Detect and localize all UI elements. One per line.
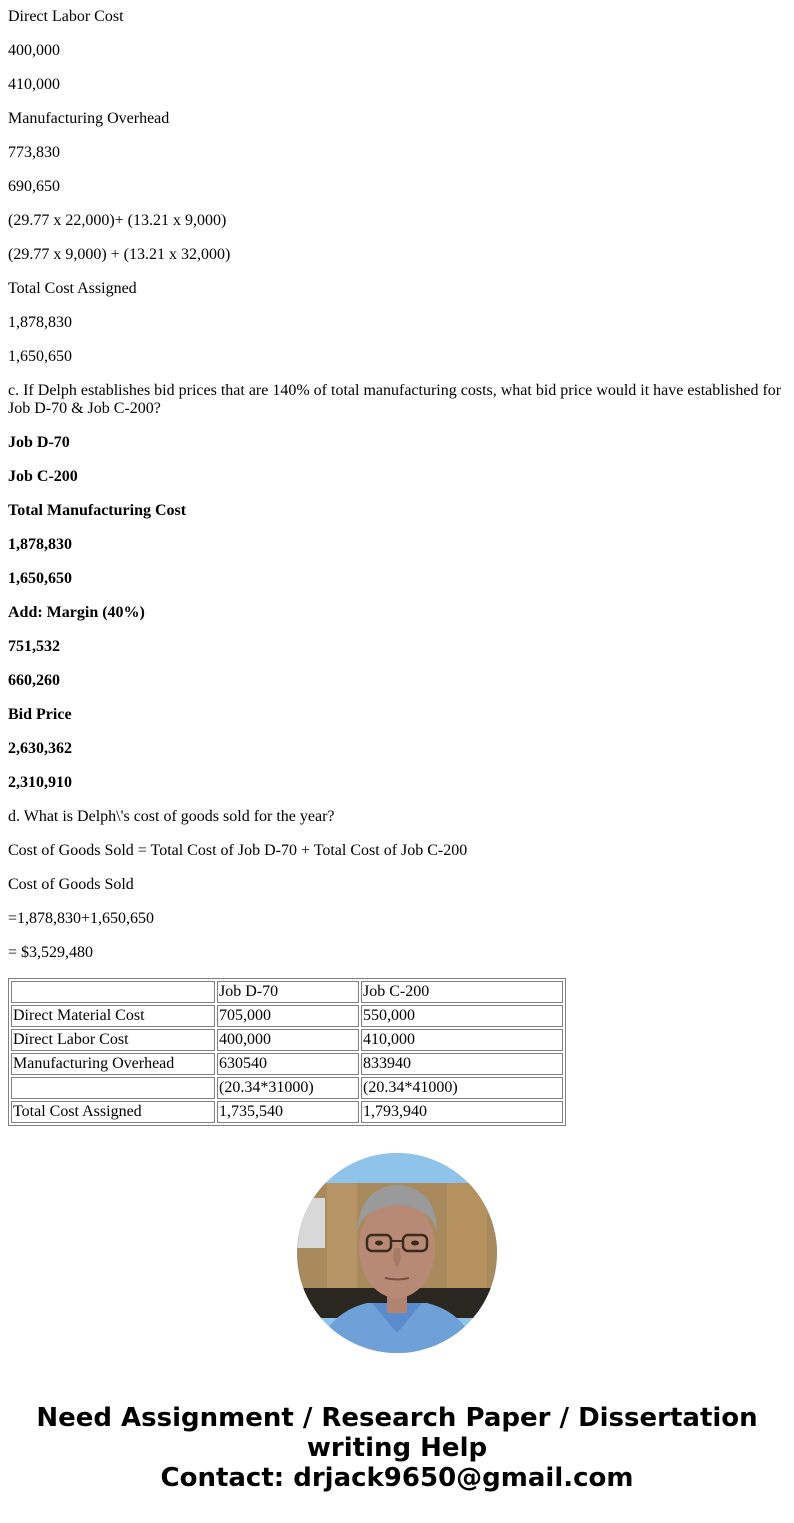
bold-line: 2,310,910: [8, 774, 72, 791]
table-header-row: [11, 981, 563, 1003]
contact-banner: [0, 1403, 794, 1493]
contact-email: Contact: drjack9650@gmail.com: [160, 1463, 634, 1493]
table-cell: 550,000: [361, 1005, 563, 1027]
table-cell: Total Cost Assigned: [11, 1101, 215, 1123]
text-line: =1,878,830+1,650,650: [8, 910, 155, 927]
table-cell: [11, 981, 215, 1003]
banner-line: writing Help: [306, 1433, 488, 1463]
banner-line: Need Assignment / Research Paper / Dissertation: [36, 1403, 758, 1433]
table-row: [11, 1029, 563, 1051]
table-cell: (20.34*41000): [361, 1077, 563, 1099]
text-line: = $3,529,480: [8, 944, 94, 961]
text-line: 400,000: [8, 42, 60, 59]
text-line: 410,000: [8, 76, 60, 93]
table-cell: 400,000: [217, 1029, 359, 1051]
table-cell: 1,735,540: [217, 1101, 359, 1123]
table-cell: Direct Labor Cost: [11, 1029, 215, 1051]
text-line: Cost of Goods Sold: [8, 876, 134, 893]
text-line: (29.77 x 22,000)+ (13.21 x 9,000): [8, 212, 227, 229]
bold-line: Job D-70: [8, 434, 70, 451]
table-cell: 1,793,940: [361, 1101, 563, 1123]
text-line: 1,878,830: [8, 314, 72, 331]
bold-line: 660,260: [8, 672, 60, 689]
text-line: 690,650: [8, 178, 60, 195]
text-line: 1,650,650: [8, 348, 72, 365]
bold-line: 2,630,362: [8, 740, 72, 757]
avatar: [297, 1153, 497, 1353]
table-row: [11, 1005, 563, 1027]
text-line: Cost of Goods Sold = Total Cost of Job D-70 + Total Cost of Job C-200: [8, 842, 468, 859]
portrait-image: [297, 1153, 497, 1353]
bold-line: 751,532: [8, 638, 60, 655]
bold-line: Add: Margin (40%): [8, 604, 145, 621]
table-row: [11, 1077, 563, 1099]
table-cell: 630540: [217, 1053, 359, 1075]
table-cell: [11, 1077, 215, 1099]
question-c: c. If Delph establishes bid prices that are 140% of total manufacturing costs, what bid price would it have established for Job D-70 & Job C-200?: [8, 382, 782, 417]
text-line: (29.77 x 9,000) + (13.21 x 32,000): [8, 246, 231, 263]
text-line: 773,830: [8, 144, 60, 161]
table-row: [11, 1053, 563, 1075]
bold-line: Bid Price: [8, 706, 72, 723]
table-cell: 705,000: [217, 1005, 359, 1027]
bold-line: Job C-200: [8, 468, 78, 485]
table-row: [11, 1101, 563, 1123]
table-cell: 410,000: [361, 1029, 563, 1051]
question-d: d. What is Delph\'s cost of goods sold for the year?: [8, 808, 335, 825]
table-cell: Job D-70: [217, 981, 359, 1003]
text-line: Manufacturing Overhead: [8, 110, 170, 127]
table-cell: Direct Material Cost: [11, 1005, 215, 1027]
text-line: Direct Labor Cost: [8, 8, 124, 25]
table-cell: Job C-200: [361, 981, 563, 1003]
bold-line: Total Manufacturing Cost: [8, 502, 187, 519]
cost-table: [8, 978, 566, 1126]
bold-line: 1,878,830: [8, 536, 72, 553]
bold-line: 1,650,650: [8, 570, 72, 587]
table-cell: (20.34*31000): [217, 1077, 359, 1099]
text-line: Total Cost Assigned: [8, 280, 137, 297]
table-cell: 833940: [361, 1053, 563, 1075]
table-cell: Manufacturing Overhead: [11, 1053, 215, 1075]
